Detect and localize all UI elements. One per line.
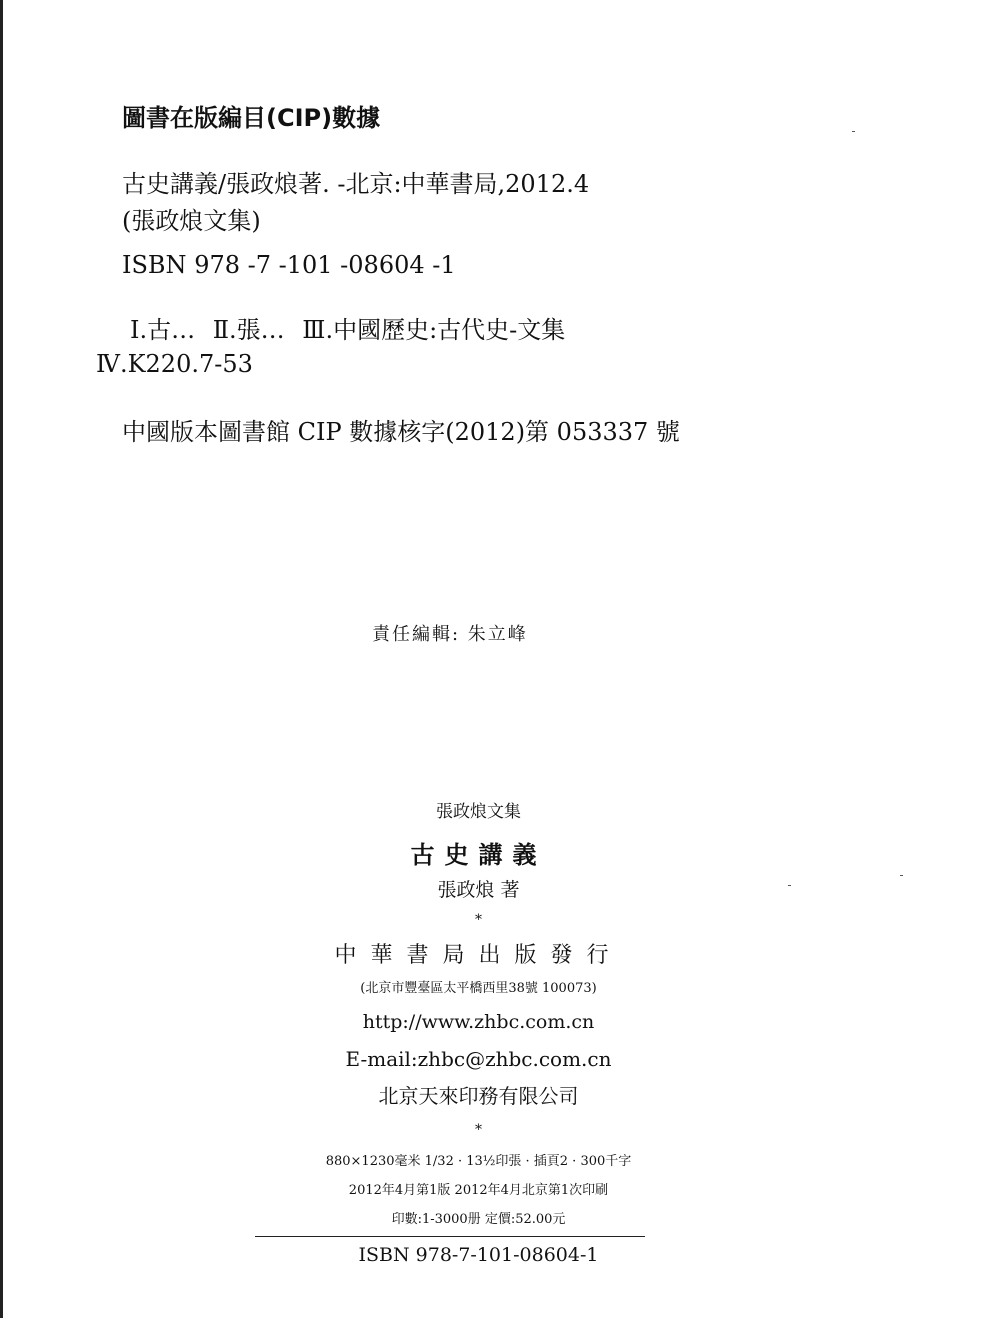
cip-subjects-line: Ⅰ.古… Ⅱ.張… Ⅲ.中國歷史:古代史-文集 bbox=[130, 316, 566, 344]
cip-series-line: (張政烺文集) bbox=[122, 207, 261, 235]
colophon-isbn: ISBN 978-7-101-08604-1 bbox=[358, 1244, 599, 1266]
colophon-url: http://www.zhbc.com.cn bbox=[362, 1011, 595, 1033]
colophon-separator: * bbox=[475, 912, 482, 928]
colophon-series-name: 張政烺文集 bbox=[436, 802, 521, 822]
cip-record-number-line: 中國版本圖書館 CIP 數據核字(2012)第 053337 號 bbox=[122, 418, 680, 446]
scan-speck bbox=[788, 885, 791, 886]
scan-speck bbox=[852, 131, 855, 132]
cip-heading: 圖書在版編目(CIP)數據 bbox=[122, 104, 381, 132]
colophon-printer: 北京天來印務有限公司 bbox=[378, 1084, 579, 1108]
colophon-separator-2: * bbox=[475, 1122, 482, 1138]
cip-isbn-line: ISBN 978 -7 -101 -08604 -1 bbox=[122, 251, 456, 279]
colophon-publisher: 中華書局出版發行 bbox=[334, 943, 623, 968]
cip-classification-line: Ⅳ.K220.7-53 bbox=[96, 350, 253, 378]
responsible-editor: 責任編輯: 朱立峰 bbox=[372, 624, 528, 645]
cip-title-line: 古史講義/張政烺著. -北京:中華書局,2012.4 bbox=[122, 170, 590, 198]
colophon-divider bbox=[255, 1236, 645, 1237]
colophon-edition: 2012年4月第1版 2012年4月北京第1次印刷 bbox=[348, 1183, 609, 1198]
colophon-book-title: 古史講義 bbox=[410, 841, 547, 869]
colophon-specifications: 880×1230毫米 1/32 · 13½印張 · 插頁2 · 300千字 bbox=[325, 1154, 632, 1169]
colophon-email: E-mail:zhbc@zhbc.com.cn bbox=[345, 1047, 612, 1071]
scan-speck bbox=[900, 875, 903, 876]
colophon-author: 張政烺 著 bbox=[437, 879, 520, 901]
colophon-print-run: 印數:1-3000册 定價:52.00元 bbox=[391, 1212, 566, 1227]
colophon-address: (北京市豐臺區太平橋西里38號 100073) bbox=[360, 981, 597, 996]
page-left-edge-rule bbox=[0, 0, 3, 1318]
